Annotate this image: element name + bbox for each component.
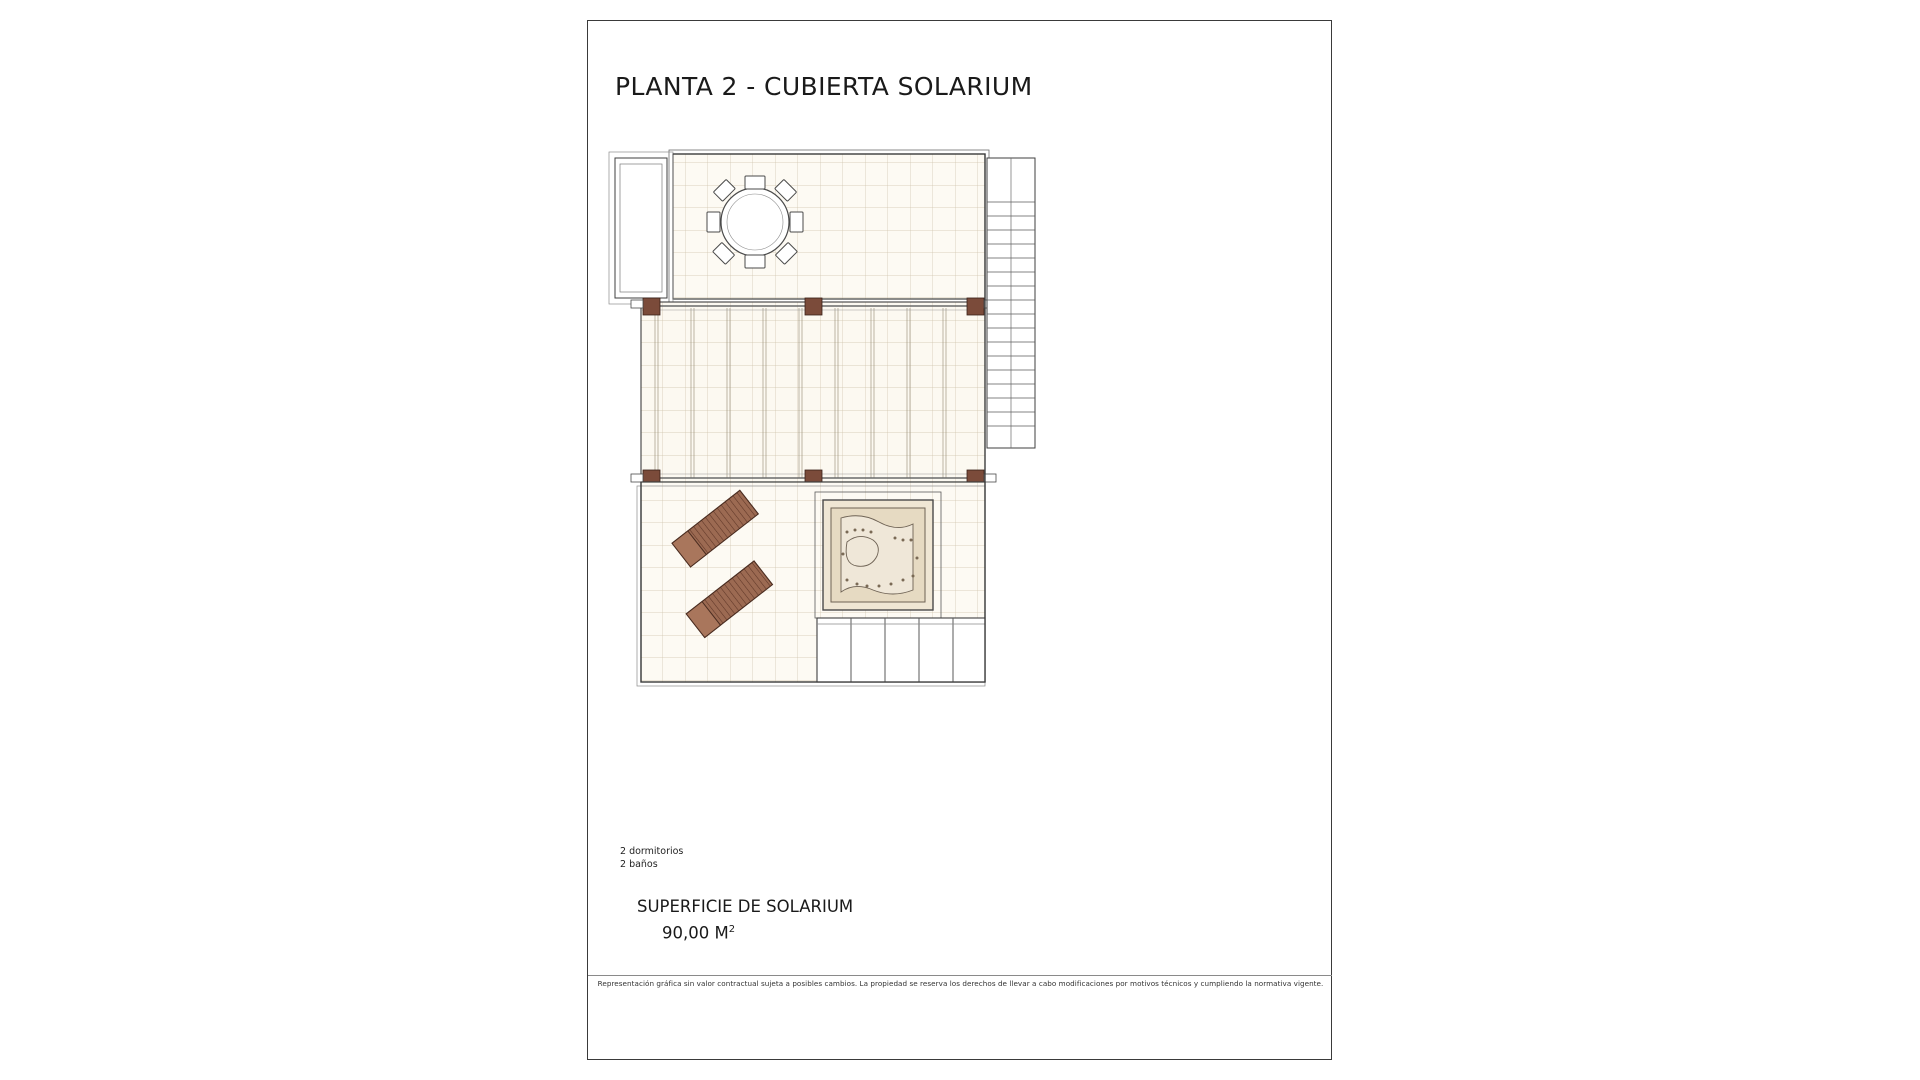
railing	[817, 618, 985, 682]
planter	[609, 152, 673, 304]
area-summary	[637, 895, 853, 945]
area-label: SUPERFICIE DE SOLARIUM	[637, 897, 854, 916]
note-bathrooms: 2 baños	[620, 859, 658, 870]
jacuzzi	[815, 492, 941, 618]
disclaimer-text: Representación gráfica sin valor contractual sujeta a posibles cambios. La propiedad se reserva los derechos de llevar a cabo modificaciones por motivos técnicos y cumpliendo la normativa vigente.	[597, 979, 1324, 988]
drawing-sheet	[575, 0, 1345, 1080]
area-value-row	[637, 918, 853, 945]
pergola-zone	[641, 302, 985, 482]
note-bedrooms: 2 dormitorios	[620, 846, 684, 857]
page-title: PLANTA 2 - CUBIERTA SOLARIUM	[615, 72, 1033, 101]
unit-notes	[620, 845, 683, 871]
floor-plan-svg	[595, 140, 1315, 710]
round-dining-table	[707, 176, 803, 268]
area-value: 90,00 M	[662, 923, 729, 943]
disclaimer-divider	[588, 975, 1332, 976]
area-exponent: 2	[728, 924, 736, 935]
floor-plan	[595, 140, 1315, 710]
staircase	[987, 158, 1035, 448]
